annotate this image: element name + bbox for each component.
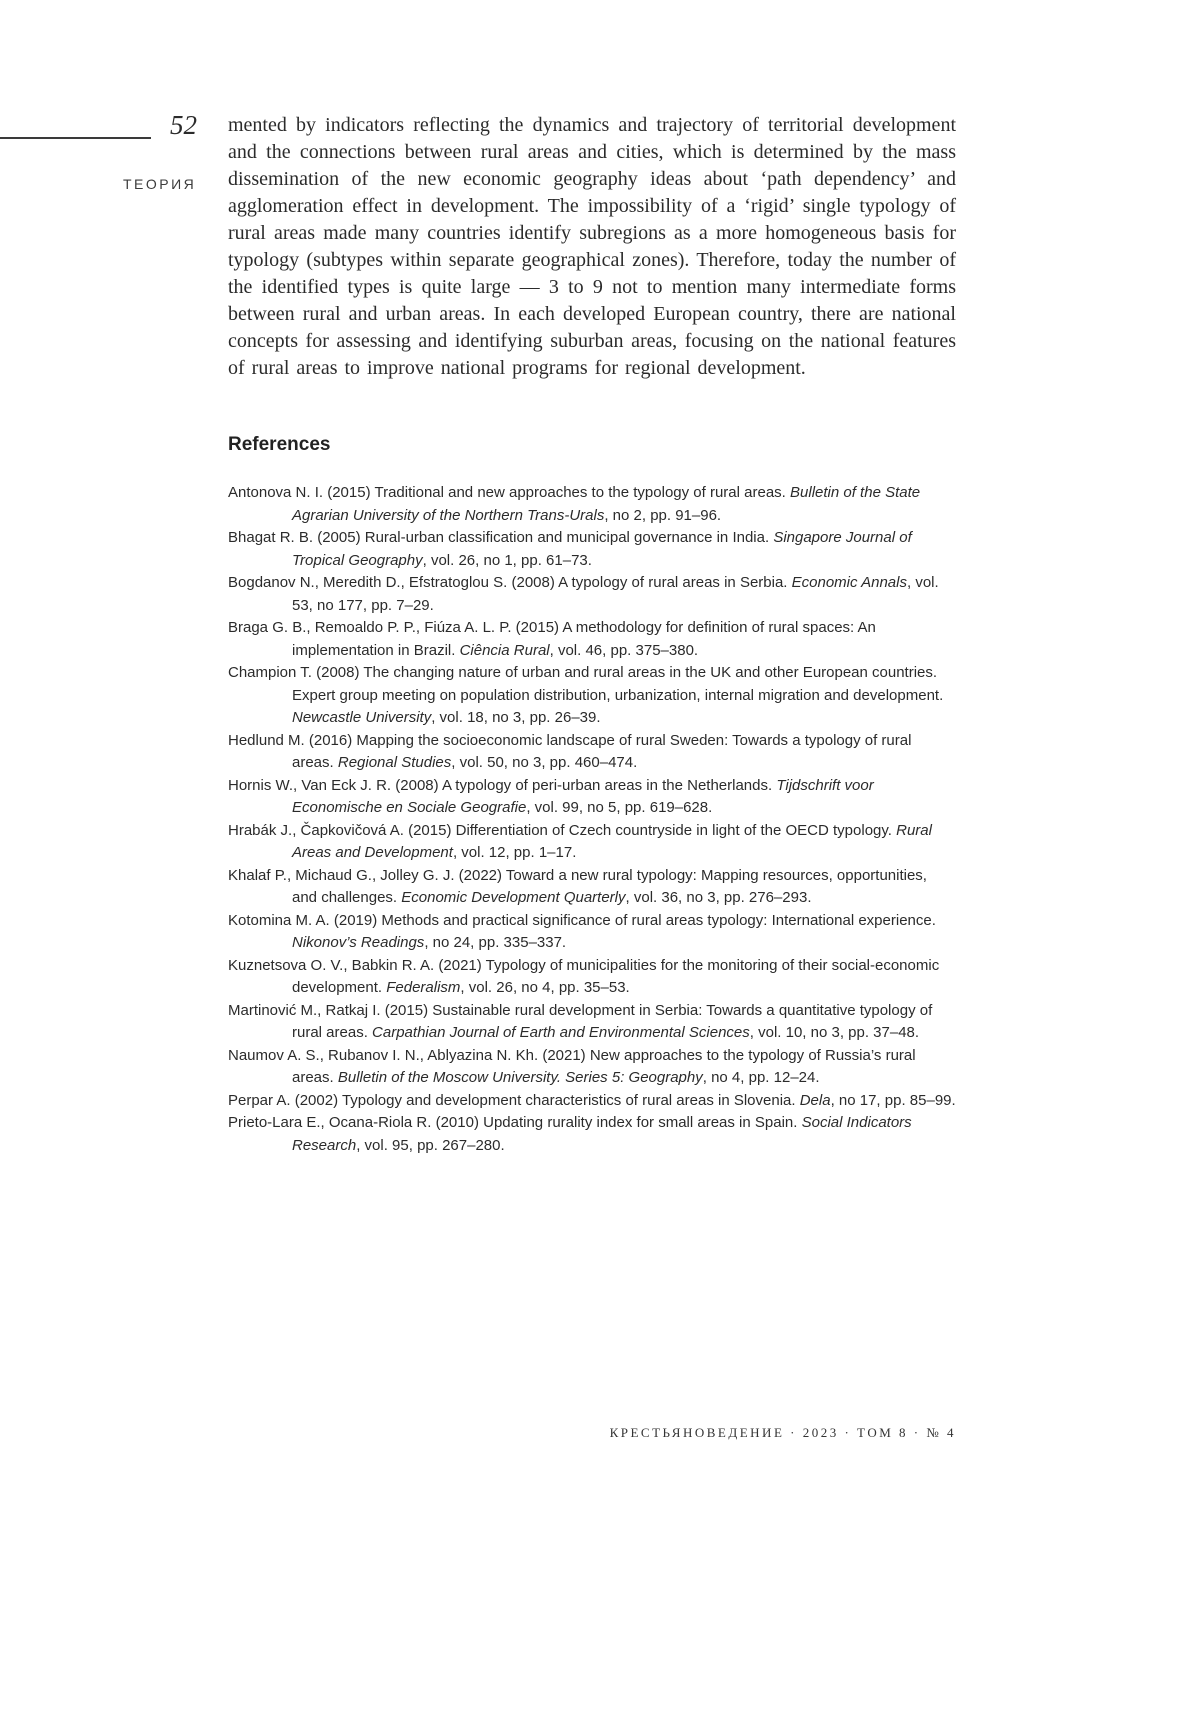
reference-entry bbox=[228, 1090, 956, 1113]
reference-entry bbox=[228, 482, 956, 527]
reference-text: Hornis W., Van Eck J. R. (2008) A typology of peri-urban areas in the Netherlands. bbox=[228, 776, 777, 794]
reference-journal-title: Tijdschrift voor Economische en Sociale Geografie bbox=[292, 776, 874, 816]
reference-entry bbox=[228, 1045, 956, 1090]
reference-text: Prieto-Lara E., Ocana-Riola R. (2010) Updating rurality index for small areas in Spain. bbox=[228, 1114, 802, 1131]
reference-journal-title: Social Indicators Research bbox=[292, 1114, 912, 1154]
reference-text: Champion T. (2008) The changing nature of urban and rural areas in the UK and other European countries. Expert group meeting on population distribution, urbanization, internal migration and development. bbox=[228, 664, 944, 704]
reference-text: , no 24, pp. 335–337. bbox=[424, 934, 567, 951]
references-list bbox=[228, 482, 956, 1157]
reference-journal-title: Economic Annals bbox=[791, 574, 907, 591]
reference-text: Hedlund M. (2016) Mapping the socioeconomic landscape of rural Sweden: Towards a typology of rural areas. bbox=[228, 731, 912, 771]
reference-journal-title: Carpathian Journal of Earth and Environmental Sciences bbox=[372, 1024, 750, 1041]
reference-journal-title: Bulletin of the State Agrarian University of the Northern Trans-Urals bbox=[292, 484, 921, 524]
reference-text: Kotomina M. A. (2019) Methods and practical significance of rural areas typology: International experience. bbox=[228, 911, 936, 929]
page-number: 52 bbox=[170, 110, 197, 140]
reference-text: Antonova N. I. (2015) Traditional and new approaches to the typology of rural areas. bbox=[228, 484, 791, 501]
reference-entry bbox=[228, 820, 956, 865]
reference-text: , vol. 12, pp. 1–17. bbox=[452, 844, 577, 861]
reference-text: , vol. 26, no 1, pp. 61–73. bbox=[422, 551, 592, 569]
main-column bbox=[228, 112, 956, 1157]
reference-entry bbox=[228, 775, 956, 820]
reference-text: , vol. 18, no 3, pp. 26–39. bbox=[431, 709, 601, 726]
reference-text: Bogdanov N., Meredith D., Efstratoglou S. (2008) A typology of rural areas in Serbia. bbox=[228, 574, 792, 591]
reference-text: Khalaf P., Michaud G., Jolley G. J. (2022) Toward a new rural typology: Mapping resources, opportunities, and challenges. bbox=[228, 866, 927, 906]
section-label: ТЕОРИЯ bbox=[123, 176, 197, 192]
references-heading: References bbox=[228, 434, 331, 455]
reference-journal-title: Nikonov’s Readings bbox=[292, 934, 425, 951]
reference-text: , vol. 50, no 3, pp. 460–474. bbox=[451, 754, 638, 771]
reference-entry bbox=[228, 1000, 956, 1045]
reference-text: , vol. 26, no 4, pp. 35–53. bbox=[460, 979, 630, 996]
reference-text: Bhagat R. B. (2005) Rural-urban classification and municipal governance in India. bbox=[228, 529, 774, 546]
reference-text: , vol. 95, pp. 267–280. bbox=[356, 1136, 505, 1154]
reference-entry bbox=[228, 527, 956, 572]
reference-text: , vol. 36, no 3, pp. 276–293. bbox=[625, 889, 812, 906]
reference-entry bbox=[228, 662, 956, 730]
reference-text: Kuznetsova O. V., Babkin R. A. (2021) Typology of municipalities for the monitoring of their social-economic development. bbox=[228, 956, 940, 996]
reference-text: , no 4, pp. 12–24. bbox=[702, 1069, 820, 1086]
reference-journal-title: Bulletin of the Moscow University. Series 5: Geography bbox=[337, 1069, 703, 1086]
reference-text: Hrabák J., Čapkovičová A. (2015) Differentiation of Czech countryside in light of the OECD typology. bbox=[228, 821, 897, 839]
reference-entry bbox=[228, 1112, 956, 1157]
reference-text: , vol. 53, no 177, pp. 7–29. bbox=[292, 574, 939, 614]
reference-journal-title: Federalism bbox=[386, 979, 461, 996]
reference-text: , no 17, pp. 85–99. bbox=[830, 1091, 956, 1109]
reference-text: Martinović M., Ratkaj I. (2015) Sustainable rural development in Serbia: Towards a quantitative typology of rural areas. bbox=[228, 1001, 933, 1041]
reference-text: Braga G. B., Remoaldo P. P., Fiúza A. L. P. (2015) A methodology for definition of rural spaces: An implementation in Brazil. bbox=[228, 619, 876, 659]
journal-footer: КРЕСТЬЯНОВЕДЕНИЕ · 2023 · ТОМ 8 · № 4 bbox=[609, 1425, 956, 1440]
reference-entry bbox=[228, 955, 956, 1000]
reference-journal-title: Ciência Rural bbox=[459, 641, 550, 659]
reference-text: , vol. 10, no 3, pp. 37–48. bbox=[749, 1024, 920, 1041]
reference-text: , vol. 46, pp. 375–380. bbox=[549, 641, 699, 659]
reference-text: , no 2, pp. 91–96. bbox=[604, 506, 722, 524]
reference-entry bbox=[228, 572, 956, 617]
reference-journal-title: Newcastle University bbox=[292, 709, 432, 726]
reference-entry bbox=[228, 730, 956, 775]
reference-journal-title: Dela bbox=[799, 1091, 831, 1109]
body-paragraph: mented by indicators reflecting the dynamics and trajectory of territorial development and the connections between rural areas and cities, which is determined by the mass dissemination of the new economic geography ideas about ‘path dependency’ and agglomeration effect in development. The impossibility of a ‘rigid’ single typology of rural areas made many countries identify subregions as a more homogeneous basis for typology (subtypes within separate geographical zones). Therefore, today the number of the identified types is quite large — 3 to 9 not to mention many intermediate forms between rural and urban areas. In each developed European country, there are national concepts for assessing and identifying suburban areas, focusing on the national features of rural areas to improve national programs for regional development. bbox=[228, 114, 956, 379]
reference-journal-title: Rural Areas and Development bbox=[292, 821, 932, 861]
reference-journal-title: Singapore Journal of Tropical Geography bbox=[292, 529, 912, 569]
reference-journal-title: Regional Studies bbox=[337, 754, 452, 771]
reference-text: Perpar A. (2002) Typology and development characteristics of rural areas in Slovenia. bbox=[228, 1091, 800, 1109]
reference-text: Naumov A. S., Rubanov I. N., Ablyazina N. Kh. (2021) New approaches to the typology of Russia’s rural areas. bbox=[228, 1046, 916, 1086]
reference-entry bbox=[228, 617, 956, 662]
reference-entry bbox=[228, 865, 956, 910]
reference-entry bbox=[228, 910, 956, 955]
reference-text: , vol. 99, no 5, pp. 619–628. bbox=[526, 799, 713, 816]
reference-journal-title: Economic Development Quarterly bbox=[401, 889, 626, 906]
